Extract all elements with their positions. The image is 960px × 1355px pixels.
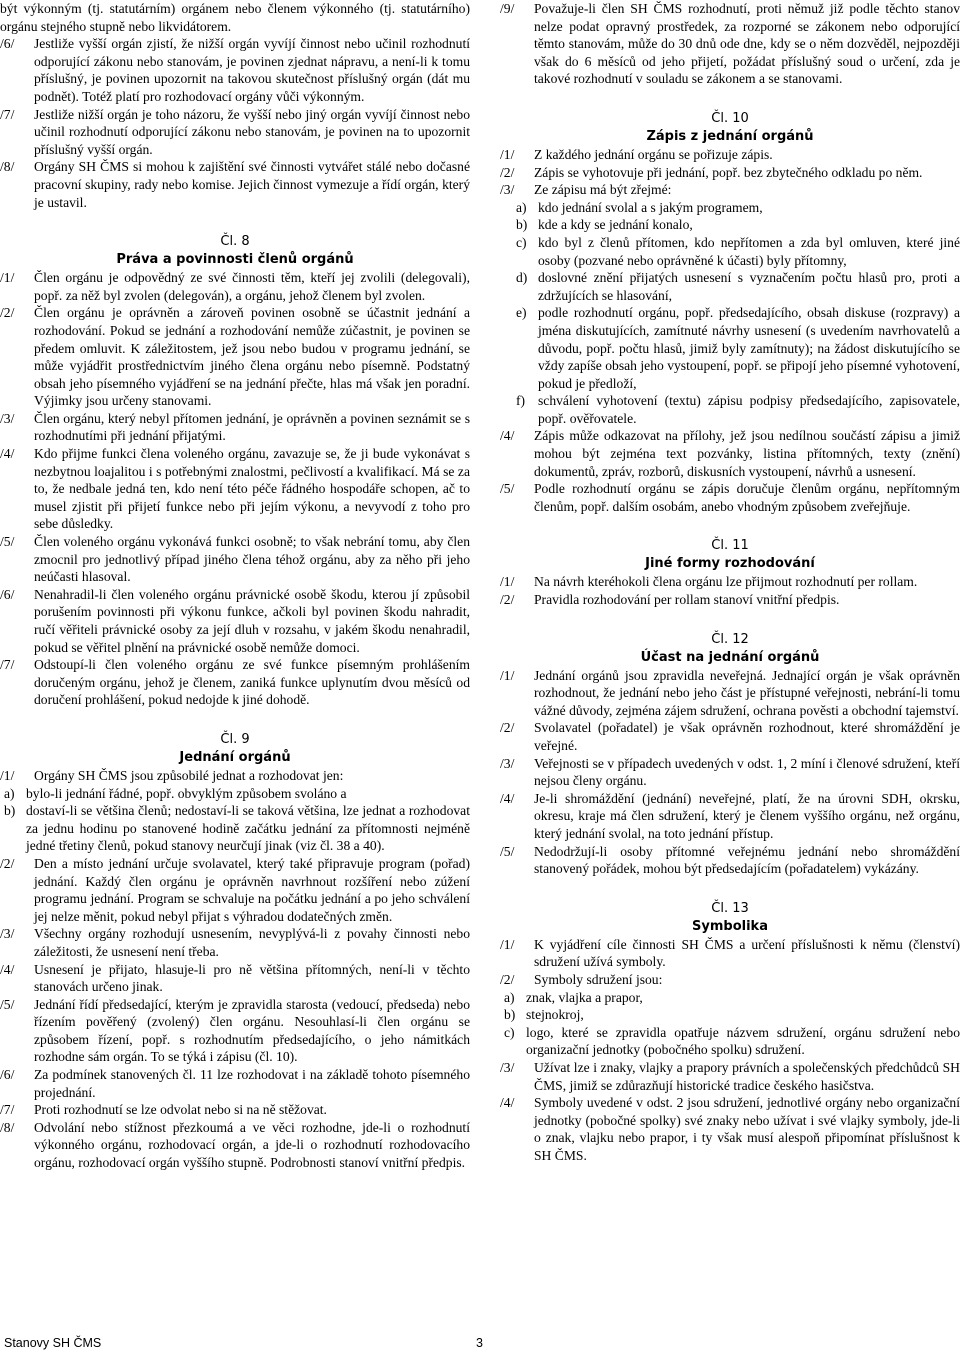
- paragraph-number: /2/: [0, 305, 15, 321]
- paragraph: [500, 843, 960, 878]
- paragraph-number: /3/: [0, 410, 15, 426]
- spacer: [500, 88, 960, 110]
- paragraph: [500, 573, 960, 591]
- section-title: Jednání orgánů: [179, 749, 291, 765]
- paragraph-text: Den a místo jednání určuje svolavatel, který také připravuje program (pořad) jednání. Každý člen orgánu je oprávněn navrhnout rozšíření nebo zúžení programu jednání. Program se schvaluje na počátku jednání a po jeho schválení jej nelze měnit, pokud nebyl přijat s výhradou dodatečných změn.: [34, 855, 470, 924]
- paragraph: [500, 755, 960, 790]
- paragraph-text: Symboly uvedené v odst. 2 jsou sdružení, jednotlivé orgány nebo organizační jednotky (pobočné spolky) své znaky nebo užívat i své vlajky symboly, jde-li o znak, vlajku nebo prapor, i ty však musí alespoň připomínat příslušnost k SH ČMS.: [534, 1095, 960, 1163]
- article-number: Čl. 12: [711, 631, 749, 647]
- paragraph: [0, 1119, 470, 1172]
- section-title: Práva a povinnosti členů orgánů: [116, 252, 354, 268]
- left-column: [0, 0, 470, 1172]
- footer-title: Stanovy SH ČMS: [4, 1336, 102, 1350]
- paragraph-text: Orgány SH ČMS si mohou k zajištění své činnosti vytvářet stálé nebo dočasné pracovní skupiny, rady nebo komise. Jejich činnost vymezuje a řídí orgán, který je ustavil.: [34, 159, 470, 210]
- paragraph: [0, 925, 470, 960]
- list-item: [500, 269, 960, 304]
- paragraph: [500, 1094, 960, 1164]
- paragraph-number: /5/: [500, 843, 515, 859]
- list-item: [500, 392, 960, 427]
- paragraph-text: Užívat lze i znaky, vlajky a prapory právních a společenských předchůdců SH ČMS, jimiž se zdůrazňují historické tradice českého hasičstva.: [534, 1059, 960, 1093]
- paragraph: [500, 480, 960, 515]
- paragraph-text: Jednání orgánů jsou zpravidla neveřejná. Jednající orgán je však oprávněn rozhodnout, že jednání nebo jeho část je přístupné veřejnosti, nebrání-li tomu vážné důvody, zejména zájem sdružení, ochrana pověsti a obchodní tajemství.: [534, 667, 960, 718]
- paragraph: [0, 996, 470, 1066]
- paragraph-text: Ze zápisu má být zřejmé:: [534, 182, 672, 198]
- paragraph-number: /2/: [500, 720, 515, 736]
- paragraph: [0, 533, 470, 586]
- paragraph: [0, 410, 470, 445]
- list-item: [500, 989, 960, 1007]
- paragraph-number: /7/: [0, 106, 15, 122]
- paragraph: [500, 427, 960, 480]
- paragraph-number: /5/: [0, 996, 15, 1012]
- paragraph-number: /7/: [0, 657, 15, 673]
- paragraph-text: Veřejnosti se v případech uvedených v odst. 1, 2 míní i členové sdružení, kteří nejsou členy orgánu.: [534, 755, 960, 789]
- paragraph-number: /5/: [500, 481, 515, 497]
- paragraph-text: Jestliže vyšší orgán zjistí, že nižší orgán vyvíjí činnost nebo učinil rozhodnutí odporující zákonu nebo stanovám, je povinen zjednat nápravu, a není-li k tomu příslušný, je povinen upozornit na takovou skutečnost příslušný orgán (dát mu podnět). Totéž platí pro rozhodovací orgány vůči výkonným.: [34, 36, 470, 104]
- paragraph-text: Člen orgánu, který nebyl přítomen jednání, je oprávněn a povinen seznámit se s rozhodnutími při jednání přijatými.: [34, 410, 470, 444]
- list-text: kde a kdy se jednání konalo,: [538, 217, 693, 233]
- paragraph: [0, 35, 470, 105]
- paragraph-number: /4/: [0, 961, 15, 977]
- paragraph-number: /3/: [500, 182, 515, 198]
- paragraph: [0, 767, 470, 785]
- paragraph: [500, 0, 960, 88]
- paragraph: [0, 961, 470, 996]
- paragraph-text: Svolavatel (pořadatel) je však oprávněn rozhodnout, které shromáždění je veřejné.: [534, 720, 960, 753]
- paragraph-text: Je-li shromáždění (jednání) neveřejné, platí, že na úrovni SDH, okrsku, okresu, kraje má člen sdružení, který je členem vyššího orgánu, než orgánu, který jednání svolal, na toto jednání přístup.: [534, 790, 960, 841]
- paragraph-text: Podle rozhodnutí orgánu se zápis doručuje členům orgánu, nepřítomným členům, popř. dalším osobám, anebo vhodným způsobem zveřejňuje.: [534, 481, 960, 514]
- paragraph-text: Nenahradil-li člen voleného orgánu právnické osobě škodu, kterou jí způsobil porušením povinnosti při výkonu funkce, ačkoli byl povinen škodu nahradit, ručí věřiteli právnické osoby za její dluh v rozsahu, v jakém škodu nenahradil, pokud se věřitel plnění na právnické osobě nemůže domoci.: [34, 586, 470, 655]
- spacer: [500, 878, 960, 900]
- list-letter: a): [504, 989, 515, 1005]
- list-text: doslovné znění přijatých usnesení s vyznačením počtu hlasů pro, proti a zdržujících se hlasování,: [538, 270, 960, 303]
- paragraph-number: /4/: [500, 428, 515, 444]
- paragraph-text: Pravidla rozhodování per rollam stanoví vnitřní předpis.: [534, 592, 840, 608]
- section-title: Symbolika: [692, 918, 768, 934]
- paragraph-number: /1/: [0, 270, 15, 286]
- paragraph: [500, 591, 960, 609]
- paragraph-number: /3/: [500, 1059, 515, 1075]
- paragraph-text: Na návrh kteréhokoli člena orgánu lze přijmout rozhodnutí per rollam.: [534, 574, 918, 590]
- paragraph: [500, 146, 960, 164]
- right-column: [500, 0, 960, 1164]
- article-number: Čl. 11: [711, 538, 749, 554]
- paragraph: [0, 656, 470, 709]
- paragraph: [500, 667, 960, 720]
- list-text: schválení vyhotovení (textu) zápisu podpisy předsedajícího, zapisovatele, popř. ověřovatele.: [538, 393, 960, 426]
- paragraph-number: /8/: [0, 159, 15, 175]
- paragraph: [500, 936, 960, 971]
- paragraph-text: Všechny orgány rozhodují usnesením, nevyplývá-li z povahy činnosti nebo záležitosti, že usnesení není třeba.: [34, 926, 470, 959]
- paragraph-text: Člen orgánu je odpovědný ze své činnosti těm, kteří jej zvolili (delegovali), popř. za něž byl zvolen (delegován), a orgánu, jehož členem byl zvolen.: [34, 270, 470, 303]
- paragraph: [500, 181, 960, 199]
- paragraph-number: /2/: [500, 164, 515, 180]
- list-text: podle rozhodnutí orgánu, popř. předsedajícího, obsah diskuse (rozpravy) a jména diskutujících, zamítnuté návrhy usnesení (s uvedením navrhovatelů a důvodu, popř. počtu hlasů, jimiž byly zamítnuty); na žádost diskutujícího se vždy zapíše obsah jeho vystoupení, popř. se připojí jeho písemné vyhotovení, pokud je předloží,: [538, 305, 960, 391]
- list-item: [500, 304, 960, 392]
- paragraph: [0, 0, 470, 35]
- paragraph-number: /1/: [500, 936, 515, 952]
- section-title: Zápis z jednání orgánů: [646, 128, 814, 144]
- paragraph-number: /2/: [500, 592, 515, 608]
- paragraph-number: /7/: [0, 1102, 15, 1118]
- list-text: stejnokroj,: [526, 1007, 584, 1023]
- paragraph-number: /2/: [500, 971, 515, 987]
- paragraph: [0, 158, 470, 211]
- paragraph-number: /1/: [500, 146, 515, 162]
- page-number: 3: [476, 1336, 483, 1350]
- list-letter: e): [516, 305, 527, 321]
- paragraph-text: Odstoupí-li člen voleného orgánu ze své funkce písemným prohlášením doručeným orgánu, jehož je členem, zaniká funkce uplynutím dvou měsíců od doručení prohlášení, pokud nedojde k jiné dohodě.: [34, 657, 470, 708]
- paragraph-text: Člen orgánu je oprávněn a zároveň povinen osobně se účastnit jednání a rozhodování. Pokud se jednání a rozhodování nemůže zúčastnit, je povinen se předem omluvit. K záležitostem, jež jsou nebo budou v programu jednání, se může vyjádřit prostřednictvím jiného člena orgánu nebo písemně. Podstatný obsah jeho písemného vyjádření se na jednání přečte, hlas má však jen poradní. Výjimky jsou určeny stanovami.: [34, 305, 470, 409]
- paragraph: [0, 445, 470, 533]
- paragraph-text: být výkonným (tj. statutárním) orgánem nebo členem výkonného (tj. statutárního) orgánu stejného stupně nebo likvidátorem.: [0, 1, 470, 34]
- list-letter: d): [516, 270, 528, 286]
- list-item: [500, 234, 960, 269]
- paragraph: [500, 1059, 960, 1094]
- list-item: [0, 802, 470, 855]
- spacer: [0, 709, 470, 731]
- paragraph-text: Orgány SH ČMS jsou způsobilé jednat a rozhodovat jen:: [34, 767, 344, 783]
- paragraph: [0, 1066, 470, 1101]
- paragraph: [0, 269, 470, 304]
- paragraph: [500, 164, 960, 182]
- paragraph-text: Jestliže nižší orgán je toho názoru, že vyšší nebo jiný orgán vyvíjí činnost nebo učinil rozhodnutí odporující zákonu nebo stanovám, je povinen na to upozornit příslušný vyšší orgán.: [34, 106, 470, 157]
- list-text: znak, vlajka a prapor,: [526, 989, 643, 1005]
- paragraph-number: /6/: [0, 586, 15, 602]
- spacer: [0, 211, 470, 233]
- paragraph: [500, 971, 960, 989]
- paragraph-number: /1/: [500, 667, 515, 683]
- paragraph-text: Odvolání nebo stížnost přezkoumá a ve věci rozhodne, jde-li o rozhodnutí výkonného orgánu, rozhodovací orgán, a jde-li o rozhodnutí rozhodovacího orgánu, rozhodovací orgán vyššího stupně. Podrobnosti stanoví vnitřní předpis.: [34, 1119, 470, 1171]
- list-text: kdo byl z členů přítomen, kdo nepřítomen a zda byl omluven, které jiné osoby (pozvané nebo oprávněné k účasti) byly přítomny,: [538, 234, 960, 268]
- paragraph-number: /3/: [500, 755, 515, 771]
- list-letter: f): [516, 393, 526, 409]
- list-letter: b): [516, 217, 528, 233]
- list-item: [0, 785, 470, 803]
- paragraph-text: Usnesení je přijato, hlasuje-li pro ně většina přítomných, není-li v těchto stanovách určeno jinak.: [34, 961, 470, 995]
- paragraph-text: Zápis může odkazovat na přílohy, jež jsou nedílnou součástí zápisu a jimiž mohou být zejména text pozvánky, listina přítomných, texty (znění) dokumentů, zpráv, rozborů, diskusních vystoupení, návrhů a usnesení.: [534, 428, 960, 479]
- paragraph: [0, 106, 470, 159]
- spacer: [500, 515, 960, 537]
- paragraph-text: Nedodržují-li osoby přítomné veřejnému jednání nebo shromáždění stanovený pořádek, mohou být předsedajícím (pořadatelem) vykázány.: [534, 843, 960, 877]
- paragraph-number: /6/: [0, 36, 15, 52]
- paragraph-number: /4/: [500, 790, 515, 806]
- list-item: [500, 199, 960, 217]
- paragraph-text: Za podmínek stanovených čl. 11 lze rozhodovat i na základě tohoto písemného projednání.: [34, 1067, 470, 1100]
- list-letter: c): [516, 234, 527, 250]
- paragraph-number: /5/: [0, 534, 15, 550]
- list-letter: c): [504, 1024, 515, 1040]
- paragraph-text: Z každého jednání orgánu se pořizuje zápis.: [534, 146, 773, 162]
- article-number: Čl. 10: [711, 110, 749, 126]
- paragraph-text: Proti rozhodnutí se lze odvolat nebo si na ně stěžovat.: [34, 1102, 327, 1118]
- list-item: [500, 1006, 960, 1024]
- list-text: dostaví-li se většina členů; nedostaví-li se taková většina, lze jednat a rozhodovat za jednu hodinu po stanovené hodině začátku jednání za přítomnosti nejméně jedné třetiny členů, pokud stanovy neurčují jinak (viz čl. 38 a 40).: [26, 803, 470, 854]
- paragraph-number: /4/: [500, 1095, 515, 1111]
- paragraph-number: /8/: [0, 1119, 15, 1135]
- paragraph-number: /2/: [0, 855, 15, 871]
- section-title: Jiné formy rozhodování: [645, 556, 815, 572]
- paragraph-number: /3/: [0, 926, 15, 942]
- paragraph: [500, 719, 960, 754]
- spacer: [500, 609, 960, 631]
- paragraph-number: /6/: [0, 1067, 15, 1083]
- paragraph-number: /9/: [500, 1, 515, 16]
- paragraph-text: Symboly sdružení jsou:: [534, 971, 663, 987]
- paragraph-text: Považuje-li člen SH ČMS rozhodnutí, proti němuž již podle těchto stanov nelze podat opravný prostředek, za rozporné se zákonem nebo odporující těmto stanovám, může do 30 dnů ode dne, kdy se o něm dozvěděl, nejpozději však do 6 měsíců od jeho přijetí, požádat příslušný soud o určení, zda je takové rozhodnutí v souladu se zákonem a se stanovami.: [534, 1, 960, 87]
- list-letter: b): [504, 1007, 516, 1023]
- list-text: kdo jednání svolal a s jakým programem,: [538, 199, 763, 215]
- paragraph-number: /4/: [0, 446, 15, 462]
- list-item: [500, 216, 960, 234]
- article-number: Čl. 9: [220, 731, 250, 747]
- paragraph-text: Kdo přijme funkci člena voleného orgánu, zavazuje se, že ji bude vykonávat s nezbytnou loajalitou i s potřebnými znalostmi, pečlivostí a kvalifikací. Má se za to, že nedbale jedná ten, kdo není této péče řádného hospodáře schopen, ač to musel zjistit při přijetí funkce nebo při jejím výkonu, a nevyvodí z toho pro sebe důsledky.: [34, 446, 470, 532]
- paragraph-number: /1/: [0, 767, 15, 783]
- list-text: logo, které se zpravidla opatřuje názvem sdružení, orgánu sdružení nebo organizační jednotky (pobočného spolku) sdružení.: [526, 1024, 960, 1058]
- paragraph: [500, 790, 960, 843]
- list-item: [500, 1024, 960, 1059]
- paragraph-text: K vyjádření cíle činnosti SH ČMS a určení příslušnosti k němu (členství) sdružení užívá symboly.: [534, 936, 960, 970]
- list-text: bylo-li jednání řádné, popř. obvyklým způsobem svoláno a: [26, 785, 347, 801]
- paragraph: [0, 304, 470, 410]
- section-title: Účast na jednání orgánů: [640, 649, 820, 665]
- list-letter: b): [4, 803, 16, 819]
- paragraph-text: Zápis se vyhotovuje při jednání, popř. bez zbytečného odkladu po něm.: [534, 164, 923, 180]
- article-number: Čl. 8: [220, 234, 250, 250]
- paragraph-text: Jednání řídí předsedající, kterým je zpravidla starosta (vedoucí, předseda) nebo řízením pověřený (zvolený) člen orgánu. Nesouhlasí-li člen orgánu se způsobem řízení, popř. s rozhodnutím předsedajícího, o jeho námitkách rozhodne sám orgán. To se týká i zápisu (čl. 10).: [34, 996, 470, 1065]
- article-number: Čl. 13: [711, 900, 749, 916]
- paragraph: [0, 586, 470, 656]
- paragraph: [0, 855, 470, 925]
- paragraph: [0, 1101, 470, 1119]
- list-letter: a): [516, 199, 527, 215]
- list-letter: a): [4, 785, 15, 801]
- paragraph-text: Člen voleného orgánu vykonává funkci osobně; to však nebrání tomu, aby člen zmocnil pro jednotlivý případ jiného člena téhož orgánu, aby za něho při jeho neúčasti hlasoval.: [34, 534, 470, 585]
- paragraph-number: /1/: [500, 574, 515, 590]
